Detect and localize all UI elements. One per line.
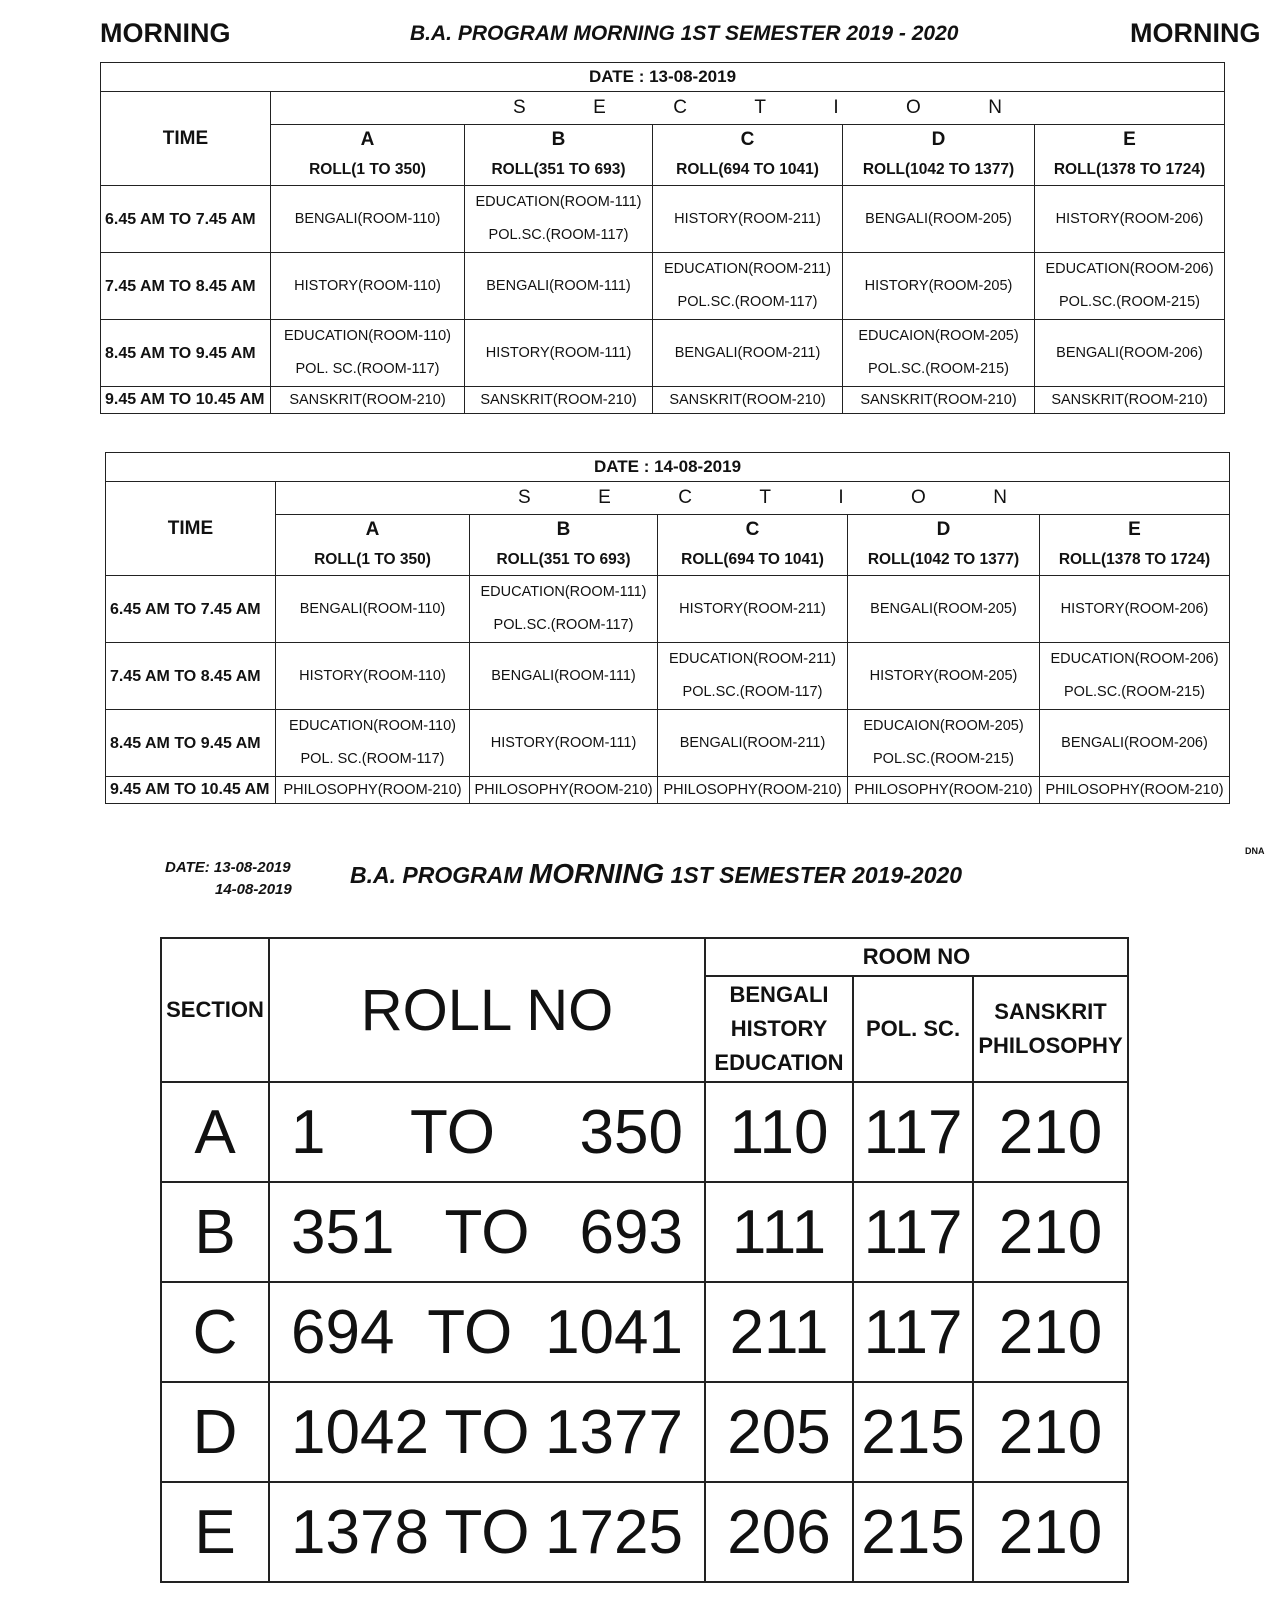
subject-cell (1035, 186, 1225, 253)
section-column-header (658, 515, 848, 576)
timetable-row (101, 387, 1225, 414)
subject-room: PHILOSOPHY(ROOM-210) (1045, 782, 1224, 798)
subject-cell (1040, 777, 1230, 804)
subject-cell (465, 186, 653, 253)
subject-cell (658, 710, 848, 777)
section-roll-range: ROLL(1 TO 350) (309, 161, 426, 178)
roll-to: 693 (579, 1197, 683, 1267)
section-roll-range: ROLL(1378 TO 1724) (1058, 551, 1211, 568)
subject-cell (843, 186, 1035, 253)
subject-room: SANSKRIT(ROOM-210) (289, 392, 446, 408)
timetable-1 (100, 62, 1225, 414)
section-column-header (1035, 125, 1225, 186)
subject-room: BENGALI(ROOM-206) (1061, 734, 1208, 751)
subject-cell (1040, 643, 1230, 710)
subject-room: BENGALI(ROOM-205) (870, 600, 1017, 617)
subject-room: BENGALI(ROOM-211) (674, 344, 821, 361)
summary-roll-range (269, 1082, 705, 1182)
summary-room-1: 206 (705, 1482, 853, 1582)
subject-room: HISTORY(ROOM-205) (869, 667, 1018, 684)
summary-room-1: 211 (705, 1282, 853, 1382)
summary-row (161, 1182, 1128, 1282)
section-word (278, 482, 1227, 514)
timetable-row (101, 320, 1225, 387)
section-roll-range: ROLL(694 TO 1041) (681, 551, 824, 568)
section-column-header (470, 515, 658, 576)
subject-room: PHILOSOPHY(ROOM-210) (663, 782, 842, 798)
subject-cell (848, 643, 1040, 710)
section-roll-range: ROLL(1378 TO 1724) (1053, 161, 1206, 178)
section-word-letter: I (833, 97, 839, 118)
section-roll-range: ROLL(351 TO 693) (496, 551, 631, 568)
subject-room: BENGALI(ROOM-205) (865, 210, 1012, 227)
subject-room: BENGALI(ROOM-111) (486, 277, 631, 294)
subject-cell (465, 320, 653, 387)
time-header: TIME (106, 482, 276, 576)
subject-room: SANSKRIT(ROOM-210) (669, 392, 826, 408)
subject-name: PHILOSOPHY (978, 1033, 1123, 1058)
subject-room: HISTORY(ROOM-211) (679, 600, 826, 617)
room-col-bengali-history-education (705, 976, 853, 1082)
summary-room-3: 210 (973, 1082, 1128, 1182)
subject-room: HISTORY(ROOM-110) (299, 667, 446, 684)
roll-from: 694 (291, 1297, 395, 1367)
timetable-date: DATE : 13-08-2019 (101, 63, 1225, 92)
roll-to-word: TO (427, 1297, 513, 1367)
time-slot: 7.45 AM TO 8.45 AM (106, 643, 276, 710)
section-column-header (271, 125, 465, 186)
timetable-row (106, 576, 1230, 643)
section-word-letter: C (673, 97, 687, 118)
section-letter: B (551, 129, 566, 150)
section-header (276, 482, 1230, 515)
section-word-letter: E (598, 487, 611, 508)
subject-cell (848, 777, 1040, 804)
summary-room-2: 215 (853, 1382, 973, 1482)
subject-cell (470, 576, 658, 643)
subject-room: EDUCATION(ROOM-211) (663, 261, 832, 277)
time-slot: 6.45 AM TO 7.45 AM (106, 576, 276, 643)
section-column-header (465, 125, 653, 186)
summary-section: C (161, 1282, 269, 1382)
subject-room: SANSKRIT(ROOM-210) (1051, 392, 1208, 408)
section-roll-range: ROLL(694 TO 1041) (676, 161, 819, 178)
section-roll-range: ROLL(351 TO 693) (491, 161, 626, 178)
morning-label-left: MORNING (100, 18, 231, 48)
summary-room-2: 117 (853, 1282, 973, 1382)
section-word-letter: N (993, 487, 1007, 508)
subject-room: POL. SC.(ROOM-117) (300, 751, 445, 767)
subject-cell (470, 777, 658, 804)
roll-to: 350 (579, 1097, 683, 1167)
section-word-letter: O (906, 97, 921, 118)
subject-cell (465, 253, 653, 320)
roll-to-word: TO (444, 1397, 530, 1467)
roll-from: 1378 (291, 1497, 429, 1567)
section-roll-range: ROLL(1 TO 350) (314, 551, 431, 568)
timetable-row (101, 186, 1225, 253)
summary-room-3: 210 (973, 1282, 1128, 1382)
subject-cell (1035, 253, 1225, 320)
section-word-letter: N (988, 97, 1002, 118)
section-roll-range: ROLL(1042 TO 1377) (862, 161, 1015, 178)
roll-to-word: TO (444, 1497, 530, 1567)
subject-room: EDUCATION(ROOM-111) (480, 584, 647, 600)
subject-cell (1040, 576, 1230, 643)
timetable-row (101, 253, 1225, 320)
summary-room-3: 210 (973, 1182, 1128, 1282)
subject-room: PHILOSOPHY(ROOM-210) (474, 782, 653, 798)
section-letter: B (556, 519, 571, 540)
summary-room-3: 210 (973, 1382, 1128, 1482)
subject-room: POL.SC.(ROOM-215) (1064, 684, 1205, 700)
summary-row (161, 1482, 1128, 1582)
roll-range (271, 1297, 703, 1368)
summary-roll-range (269, 1482, 705, 1582)
subject-cell (271, 387, 465, 414)
summary-section: E (161, 1482, 269, 1582)
subject-room: POL.SC.(ROOM-215) (868, 361, 1009, 377)
time-header: TIME (101, 92, 271, 186)
roll-from: 351 (291, 1197, 395, 1267)
morning-label-right: MORNING (1130, 18, 1261, 48)
subject-room: EDUCAION(ROOM-205) (863, 718, 1024, 734)
section-column-head: SECTION (161, 938, 269, 1082)
subject-cell (271, 320, 465, 387)
roll-to-word: TO (410, 1097, 495, 1167)
room-col-sanskrit-philosophy (973, 976, 1128, 1082)
subject-cell (470, 710, 658, 777)
section-word-letter: S (513, 97, 526, 118)
summary-room-1: 111 (705, 1182, 853, 1282)
timetable-row (106, 777, 1230, 804)
time-slot: 8.45 AM TO 9.45 AM (101, 320, 271, 387)
section-letter: D (931, 129, 946, 150)
subject-room: POL.SC.(ROOM-215) (1059, 294, 1200, 310)
subject-room: EDUCATION(ROOM-111) (475, 194, 642, 210)
section-letter: C (740, 129, 755, 150)
section-word-letter: O (911, 487, 926, 508)
summary-row (161, 1382, 1128, 1482)
section-column-header (1040, 515, 1230, 576)
section-column-header (848, 515, 1040, 576)
section-letter: E (1123, 129, 1136, 150)
timetable-date: DATE : 14-08-2019 (106, 453, 1230, 482)
section-letter: A (360, 129, 375, 150)
subject-cell (843, 387, 1035, 414)
room-summary-table (160, 937, 1129, 1583)
subject-cell (843, 320, 1035, 387)
time-slot: 6.45 AM TO 7.45 AM (101, 186, 271, 253)
subject-room: EDUCATION(ROOM-110) (288, 718, 457, 734)
subject-room: POL.SC.(ROOM-117) (677, 294, 818, 310)
subject-room: HISTORY(ROOM-206) (1060, 600, 1209, 617)
subject-cell (1035, 387, 1225, 414)
section-word-letter: I (838, 487, 844, 508)
subject-room: POL.SC.(ROOM-117) (493, 617, 634, 633)
summary-room-2: 117 (853, 1082, 973, 1182)
section-letter: E (1128, 519, 1141, 540)
summary-room-3: 210 (973, 1482, 1128, 1582)
subject-room: PHILOSOPHY(ROOM-210) (854, 782, 1033, 798)
roll-from: 1 (291, 1097, 326, 1167)
room-no-head: ROOM NO (705, 938, 1128, 976)
roll-range (271, 1197, 703, 1268)
subject-room: BENGALI(ROOM-110) (299, 600, 446, 617)
summary-section: A (161, 1082, 269, 1182)
summary-date-line1: DATE: 13-08-2019 (165, 859, 291, 876)
subject-cell (276, 576, 470, 643)
section-letter: D (936, 519, 951, 540)
summary-roll-range (269, 1382, 705, 1482)
section-roll-range: ROLL(1042 TO 1377) (867, 551, 1020, 568)
subject-room: POL.SC.(ROOM-117) (682, 684, 823, 700)
subject-name: EDUCATION (714, 1050, 844, 1075)
subject-cell (843, 253, 1035, 320)
roll-to: 1725 (545, 1497, 683, 1567)
section-word-letter: T (754, 97, 766, 118)
section-column-header (843, 125, 1035, 186)
subject-cell (653, 320, 843, 387)
summary-section: D (161, 1382, 269, 1482)
subject-room: POL. SC.(ROOM-117) (295, 361, 440, 377)
summary-row (161, 1282, 1128, 1382)
roll-to: 1377 (545, 1397, 683, 1467)
subject-cell (653, 253, 843, 320)
summary-room-2: 117 (853, 1182, 973, 1282)
subject-cell (470, 643, 658, 710)
subject-room: EDUCAION(ROOM-205) (858, 328, 1019, 344)
roll-from: 1042 (291, 1397, 429, 1467)
section-column-header (276, 515, 470, 576)
summary-title-part3: 1ST SEMESTER 2019-2020 (670, 862, 963, 888)
subject-cell (465, 387, 653, 414)
summary-date (165, 857, 292, 901)
timetable-2 (105, 452, 1230, 804)
section-word (273, 92, 1222, 124)
subject-cell (658, 576, 848, 643)
subject-cell (271, 253, 465, 320)
summary-roll-range (269, 1182, 705, 1282)
subject-room: EDUCATION(ROOM-206) (1045, 261, 1214, 277)
summary-section: B (161, 1182, 269, 1282)
summary-room-1: 205 (705, 1382, 853, 1482)
subject-room: HISTORY(ROOM-111) (490, 734, 637, 751)
subject-name: BENGALI (729, 982, 829, 1007)
subject-cell (276, 710, 470, 777)
subject-room: BENGALI(ROOM-211) (679, 734, 826, 751)
subject-cell (658, 643, 848, 710)
time-slot: 9.45 AM TO 10.45 AM (106, 777, 276, 804)
roll-range (271, 1497, 703, 1568)
section-letter: C (745, 519, 760, 540)
roll-to: 1041 (545, 1297, 683, 1367)
roll-range (271, 1097, 703, 1168)
section-column-header (653, 125, 843, 186)
subject-cell (271, 186, 465, 253)
section-word-letter: E (593, 97, 606, 118)
time-slot: 8.45 AM TO 9.45 AM (106, 710, 276, 777)
summary-row (161, 1082, 1128, 1182)
subject-room: SANSKRIT(ROOM-210) (480, 392, 637, 408)
subject-room: HISTORY(ROOM-111) (485, 344, 632, 361)
roll-range (271, 1397, 703, 1468)
section-word-letter: T (759, 487, 771, 508)
timetable-row (106, 710, 1230, 777)
subject-cell (1035, 320, 1225, 387)
subject-room: EDUCATION(ROOM-206) (1050, 651, 1219, 667)
section-letter: A (365, 519, 380, 540)
subject-room: PHILOSOPHY(ROOM-210) (283, 782, 462, 798)
room-col-pol-sc: POL. SC. (853, 976, 973, 1082)
subject-cell (276, 643, 470, 710)
subject-cell (658, 777, 848, 804)
subject-room: BENGALI(ROOM-111) (491, 667, 636, 684)
subject-cell (848, 576, 1040, 643)
summary-roll-range (269, 1282, 705, 1382)
roll-to-word: TO (444, 1197, 530, 1267)
summary-date-line2: 14-08-2019 (215, 881, 292, 898)
subject-room: HISTORY(ROOM-110) (294, 277, 441, 294)
subject-name: SANSKRIT (994, 999, 1107, 1024)
subject-name: HISTORY (730, 1016, 828, 1041)
timetable-row (106, 643, 1230, 710)
subject-room: BENGALI(ROOM-206) (1056, 344, 1203, 361)
subject-room: HISTORY(ROOM-211) (674, 210, 821, 227)
subject-room: SANSKRIT(ROOM-210) (860, 392, 1017, 408)
subject-room: EDUCATION(ROOM-211) (668, 651, 837, 667)
subject-room: HISTORY(ROOM-206) (1055, 210, 1204, 227)
roll-no-head: ROLL NO (269, 938, 705, 1082)
subject-cell (653, 387, 843, 414)
subject-cell (1040, 710, 1230, 777)
section-header (271, 92, 1225, 125)
summary-title (350, 858, 962, 890)
subject-room: BENGALI(ROOM-110) (294, 210, 441, 227)
section-word-letter: C (678, 487, 692, 508)
page-title: B.A. PROGRAM MORNING 1ST SEMESTER 2019 - 2020 (410, 22, 959, 45)
subject-cell (653, 186, 843, 253)
subject-room: HISTORY(ROOM-205) (864, 277, 1013, 294)
summary-title-part1: B.A. PROGRAM (350, 862, 523, 888)
subject-room: POL.SC.(ROOM-215) (873, 751, 1014, 767)
summary-room-2: 215 (853, 1482, 973, 1582)
dna-mark: DNA (1245, 846, 1265, 856)
subject-cell (848, 710, 1040, 777)
summary-title-part2: MORNING (528, 858, 665, 889)
section-word-letter: S (518, 487, 531, 508)
subject-room: POL.SC.(ROOM-117) (488, 227, 629, 243)
summary-room-1: 110 (705, 1082, 853, 1182)
time-slot: 7.45 AM TO 8.45 AM (101, 253, 271, 320)
subject-cell (276, 777, 470, 804)
time-slot: 9.45 AM TO 10.45 AM (101, 387, 271, 414)
subject-room: EDUCATION(ROOM-110) (283, 328, 452, 344)
